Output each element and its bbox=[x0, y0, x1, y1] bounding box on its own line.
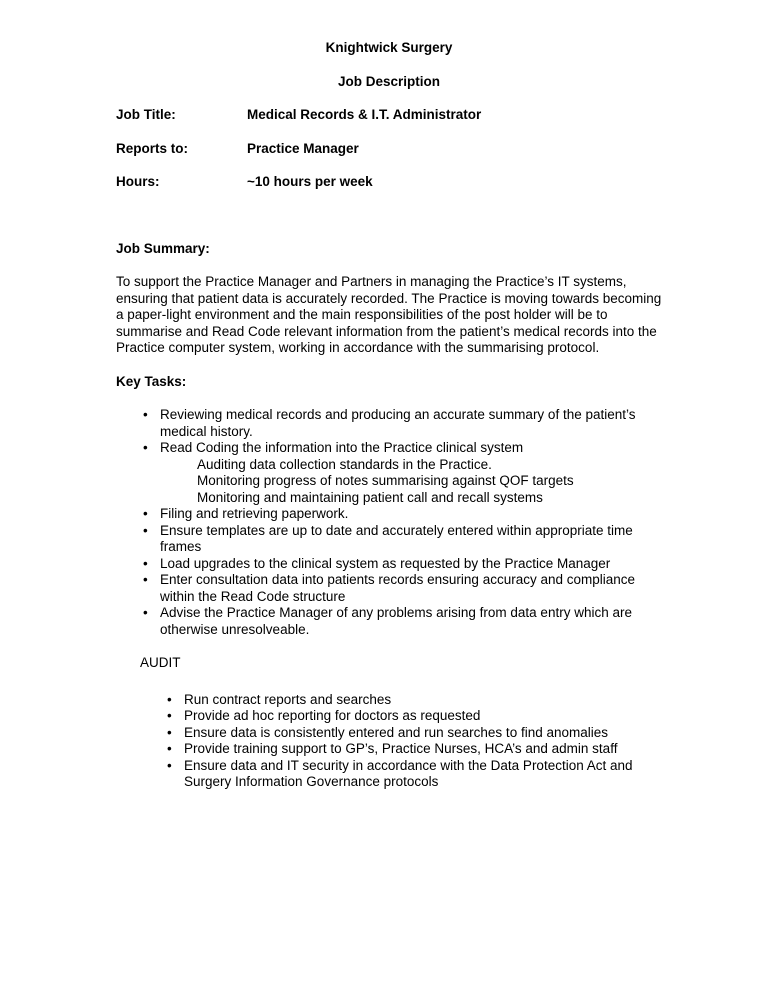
audit-heading: AUDIT bbox=[140, 655, 181, 670]
bullet-icon: • bbox=[167, 708, 172, 723]
task-text-main: Read Coding the information into the Practice clinical system bbox=[160, 440, 524, 455]
task-item bbox=[143, 556, 662, 573]
task-item bbox=[143, 572, 662, 605]
meta-value-hours: ~10 hours per week bbox=[247, 174, 373, 189]
meta-value-job-title: Medical Records & I.T. Administrator bbox=[247, 107, 482, 122]
task-text: Enter consultation data into patients records ensuring accuracy and compliance within the Read Code structure bbox=[160, 572, 636, 604]
task-item bbox=[143, 523, 662, 556]
task-text: Ensure templates are up to date and accurately entered within appropriate time frames bbox=[160, 522, 633, 554]
bullet-icon: • bbox=[143, 572, 148, 587]
audit-text: Ensure data and IT security in accordance with the Data Protection Act and Surgery Information Governance protocols bbox=[184, 757, 633, 789]
document-title: Knightwick Surgery bbox=[325, 40, 453, 55]
task-text bbox=[160, 440, 662, 506]
task-subline: Monitoring and maintaining patient call and recall systems bbox=[197, 489, 543, 505]
task-item bbox=[143, 407, 662, 440]
job-summary-paragraph: To support the Practice Manager and Partners in managing the Practice’s IT systems, ensuring that patient data is accurately recorded. The Practice is moving towards becoming a paper-light environment and the main responsibilities of the post holder will be to summarise and Read Code relevant information from the patient’s medical records into the Practice computer system, working in accordance with the summarising protocol. bbox=[116, 274, 662, 355]
bullet-icon: • bbox=[143, 407, 148, 422]
meta-row-hours bbox=[116, 174, 662, 191]
bullet-icon: • bbox=[143, 605, 148, 620]
bullet-icon: • bbox=[167, 757, 172, 773]
task-item bbox=[143, 440, 662, 506]
audit-item bbox=[167, 758, 662, 791]
meta-label-reports-to: Reports to: bbox=[116, 140, 188, 156]
audit-text: Provide training support to GP’s, Practice Nurses, HCA’s and admin staff bbox=[184, 741, 618, 756]
bullet-icon: • bbox=[167, 724, 172, 740]
document-subtitle: Job Description bbox=[337, 73, 440, 89]
task-subline: Auditing data collection standards in the Practice. bbox=[197, 456, 492, 472]
task-text: Filing and retrieving paperwork. bbox=[160, 506, 349, 521]
meta-row-job-title bbox=[116, 107, 662, 124]
meta-label-hours: Hours: bbox=[116, 174, 160, 189]
bullet-icon: • bbox=[143, 440, 148, 455]
meta-value-reports-to: Practice Manager bbox=[247, 140, 359, 156]
job-summary-heading: Job Summary: bbox=[116, 240, 210, 256]
bullet-icon: • bbox=[167, 741, 172, 756]
bullet-icon: • bbox=[167, 691, 172, 707]
key-tasks-list bbox=[116, 407, 662, 638]
audit-item bbox=[167, 708, 662, 725]
audit-text: Provide ad hoc reporting for doctors as requested bbox=[184, 708, 481, 723]
task-subline: Monitoring progress of notes summarising against QOF targets bbox=[197, 473, 574, 488]
audit-list bbox=[116, 692, 662, 791]
audit-item bbox=[167, 692, 662, 709]
bullet-icon: • bbox=[143, 506, 148, 521]
task-item bbox=[143, 506, 662, 523]
task-item bbox=[143, 605, 662, 638]
audit-text: Ensure data is consistently entered and run searches to find anomalies bbox=[184, 724, 608, 740]
key-tasks-heading: Key Tasks: bbox=[116, 373, 187, 389]
task-text: Reviewing medical records and producing an accurate summary of the patient’s medical history. bbox=[160, 407, 636, 439]
meta-row-reports-to bbox=[116, 141, 662, 158]
audit-item bbox=[167, 741, 662, 758]
bullet-icon: • bbox=[143, 522, 148, 538]
audit-text: Run contract reports and searches bbox=[184, 691, 392, 707]
meta-label-job-title: Job Title: bbox=[116, 107, 176, 122]
task-text: Advise the Practice Manager of any problems arising from data entry which are otherwise unresolveable. bbox=[160, 605, 632, 637]
bullet-icon: • bbox=[143, 555, 148, 571]
task-text: Load upgrades to the clinical system as requested by the Practice Manager bbox=[160, 555, 611, 571]
audit-item bbox=[167, 725, 662, 742]
